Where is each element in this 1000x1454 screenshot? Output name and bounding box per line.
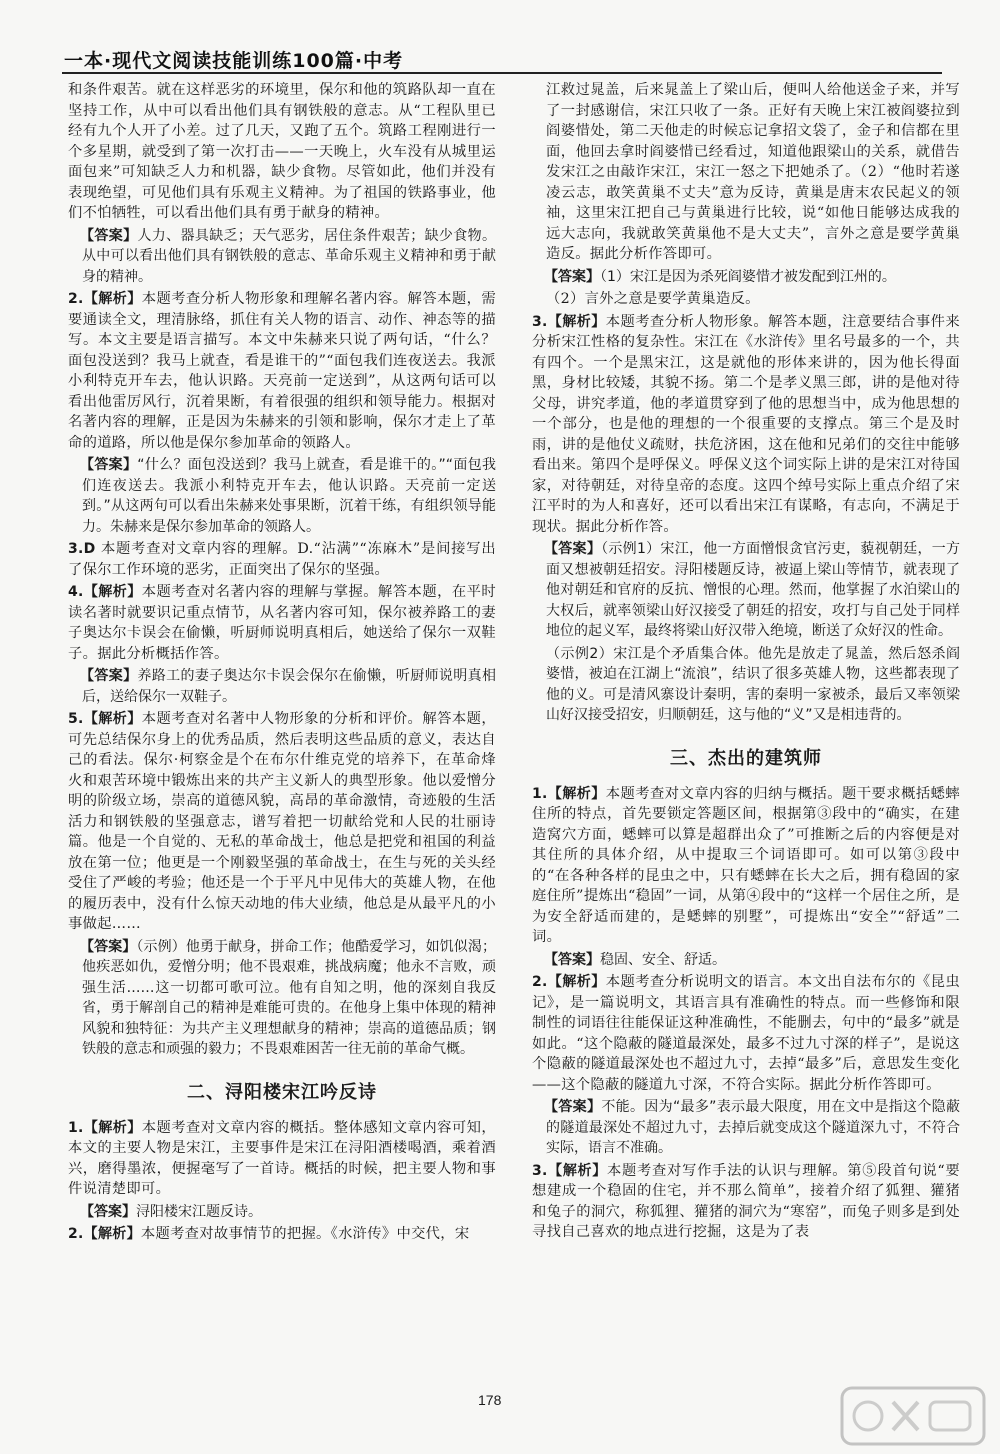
question-item: [532, 784, 960, 948]
left-column: [68, 80, 496, 1247]
question-item: [68, 539, 496, 580]
analysis-label: 【解析】: [83, 711, 142, 727]
page-header: [62, 40, 942, 74]
analysis-text: 本题考查对写作手法的认识与理解。第⑤段首句说“要想建成一个稳固的住宅，并不那么简单”，接着介绍了狐狸、獾猪和兔子的洞穴，称狐狸、獾猪的洞穴为“寒窑”，而兔子则多是到处寻找自己喜欢的地点进行挖掘，这是为了表: [532, 1162, 960, 1240]
analysis-text: 本题考查对故事情节的把握。《水浒传》中交代，宋: [140, 1226, 470, 1242]
answer-label: 【答案】: [80, 668, 138, 684]
question-number: 4.: [68, 584, 84, 600]
question-number: 3.D: [68, 541, 96, 557]
analysis-text: 本题考查对文章内容的概括。整体感知文章内容可知，本文的主要人物是宋江，主要事件是宋江在浔阳酒楼喝酒，乘着酒兴，磨得墨浓，便握毫写了一首诗。概括的时候，把主要人物和事件说清楚即可。: [68, 1119, 496, 1197]
analysis-text: 本题考查分析说明文的语言。本文出自法布尔的《昆虫记》，是一篇说明文，其语言具有准确性的特点。而一些修饰和限制性的词语往往能保证这种准确性，不能删去，句中的“最多”就是如此。“这个隐蔽的隧道最深处，最多不过九寸深的样子”，是说这个隐蔽的隧道最深处也不超过九寸，去掉“最多”后，意思发生变化——这个隐蔽的隧道九寸深，不符合实际。据此分析作答即可。: [532, 974, 960, 1093]
analysis-text: 本题考查对文章内容的理解。D.“沾满”“冻麻木”是间接写出了保尔工作环境的恶劣，正面突出了保尔的坚强。: [68, 541, 496, 578]
answer-continuation: （示例2）宋江是个矛盾集合体。他先是放走了晁盖，然后怒杀阎婆惜，被迫在江湖上“流浪”，结识了很多英雄人物，这些都表现了他的义。可是清风寨设计秦明，害的秦明一家被杀，最后又率领梁山好汉接受招安，归顺朝廷，这与他的“义”又是相违背的。: [546, 645, 960, 723]
analysis-label: 【解析】: [83, 584, 142, 600]
answer-text: （1）宋江是因为杀死阎婆惜才被发配到江州的。: [600, 268, 896, 285]
analysis-text: 本题考查分析人物形象。解答本题，注意要结合事件来分析宋江性格的复杂性。宋江在《水浒传》里名号最多的一个，共有四个。一个是黑宋江，这是就他的形体来讲的，因为他长得面黑，身材比较矮，其貌不扬。第二个是孝义黑三郎，讲的是他对待父母，讲究孝道，他的孝道贯穿到了他的思想当中，成为他思想的一个部分，也是他的理想的一个很重要的支撑点。第三个是及时雨，讲的是他仗义疏财，扶危济困，这在他和兄弟们的交往中能够看出来。第四个是呼保义。呼保义这个词实际上讲的是宋江对待国家，对待朝廷，对待皇帝的态度。这四个绰号实际上重点介绍了宋江平时的为人和喜好，还可以看出宋江有谋略，有志向，不满足于现状。据此分析作答。: [532, 313, 960, 535]
section-heading: 二、浔阳楼宋江吟反诗: [187, 1081, 377, 1103]
question-item: [68, 709, 496, 935]
answer-block: [68, 666, 496, 707]
answer-text: “什么？面包没送到？我马上就查，看是谁干的。”“面包我们连夜送去。我派小利特克开车去，他认识路。天亮前一定送到。”从这两句可以看出朱赫来处事果断，沉着干练，有组织领导能力。朱赫来是保尔参加革命的领路人。: [82, 457, 496, 535]
analysis-text: 本题考查对文章内容的归纳与概括。题干要求概括蟋蟀住所的特点，首先要锁定答题区间，根据第③段中的“确实，在建造窝穴方面，蟋蟀可以算是超群出众了”可推断之后的内容便是对其住所的具体介绍，从中提取三个词语即可。如可以第③段中的“在各种各样的昆虫之中，只有蟋蟀在长大之后，拥有稳固的家庭住所”提炼出“稳固”一词，从第④段中的“这样一个居住之所，是为安全舒适而建的，是蟋蟀的别墅”，可提炼出“安全”“舒适”二词。: [532, 785, 960, 945]
answer-block: [68, 455, 496, 537]
question-item: [532, 312, 960, 538]
answer-label: 【答案】: [80, 1203, 136, 1220]
answer-label: 【答案】: [544, 268, 600, 285]
question-item: [68, 582, 496, 664]
answer-text: 不能。因为“最多”表示最大限度，用在文中是指这个隐蔽的隧道最深处不超过九寸，去掉后就变成这个隧道深九寸，不符合实际，语言不准确。: [546, 1099, 960, 1156]
question-number: 1.: [68, 1119, 84, 1136]
question-item: [532, 972, 960, 1095]
analysis-label: 【解析】: [547, 785, 606, 802]
question-number: 2.: [68, 291, 84, 307]
answer-block: [68, 1202, 496, 1223]
answer-text: 养路工的妻子奥达尔卡误会保尔在偷懒，听厨师说明真相后，送给保尔一双鞋子。: [82, 668, 497, 705]
paragraph: 和条件艰苦。就在这样恶劣的环境里，保尔和他的筑路队却一直在坚持工作，从中可以看出他们具有钢铁般的意志。从“工程队里已经有九个人开了小差。过了几天，又跑了五个。筑路工程刚进行一个多星期，就受到了第一次打击——一天晚上，火车没有从城里运面包来”可知缺乏人力和机器，缺少食物。尽管如此，他们并没有表现绝望，可见他们具有乐观主义精神。为了祖国的铁路事业，他们不怕牺牲，可以看出他们具有勇于献身的精神。: [68, 82, 496, 221]
question-item: [532, 1161, 960, 1243]
question-number: 3.: [532, 1162, 548, 1179]
question-item: [68, 1118, 496, 1200]
question-number: 2.: [532, 974, 548, 990]
answer-continuation: （2）言外之意是要学黄巢造反。: [546, 291, 760, 307]
answer-block: [532, 950, 960, 971]
answer-block: [68, 226, 496, 288]
question-number: 1.: [532, 785, 548, 802]
analysis-label: 【解析】: [547, 974, 606, 990]
paragraph: 江救过晁盖，后来晁盖上了梁山后，便叫人给他送金子来，并写了一封感谢信，宋江只收了一条。正好有天晚上宋江被阎婆拉到阎婆惜处，第二天他走的时候忘记拿招文袋了，金子和信都在里面，他回去拿时阎婆惜已经看过，知道他跟梁山的关系，就借告发宋江之由敲诈宋江，宋江一怒之下把她杀了。（2）“他时若遂凌云志，敢笑黄巢不丈夫”意为反诗，黄巢是唐末农民起义的领袖，这里宋江把自己与黄巢进行比较，说“如他日能够达成我的远大志向，我就敢笑黄巢他不是大丈夫”，言外之意是要学黄巢造反。据此分析作答即可。: [546, 82, 960, 262]
analysis-text: 本题考查对名著中人物形象的分析和评价。解答本题，可先总结保尔身上的优秀品质，然后表明这些品质的意义，表达自己的看法。保尔·柯察金是个在布尔什维克党的培养下，在革命烽火和艰苦环境中锻炼出来的共产主义新人的典型形象。他以爱憎分明的阶级立场，崇高的道德风貌，高昂的革命激情，奇迹般的生活活力和钢铁般的坚强意志，谱写着把一切献给党和人民的壮丽诗篇。他是一个自觉的、无私的革命战士，他总是把党和祖国的利益放在第一位；他更是一个刚毅坚强的革命战士，在生与死的关头经受住了严峻的考验；他还是一个于平凡中见伟大的英雄人物，在他的履历表中，没有什么惊天动地的伟大业绩，他总是从最平凡的小事做起……: [68, 711, 496, 932]
answer-label: 【答案】: [544, 1099, 602, 1115]
analysis-label: 【解析】: [547, 1162, 607, 1179]
question-number: 3.: [532, 313, 548, 330]
analysis-label: 【解析】: [83, 1119, 142, 1136]
answer-block: [532, 267, 960, 288]
answer-block: [532, 1097, 960, 1159]
answer-block: [68, 937, 496, 1060]
answer-label: 【答案】: [544, 541, 602, 557]
question-item: [68, 289, 496, 453]
answer-text: 浔阳楼宋江题反诗。: [136, 1203, 262, 1220]
answer-text: （示例1）宋江，他一方面憎恨贪官污吏，藐视朝廷，一方面又想被朝廷招安。浔阳楼题反诗，被逼上梁山等情节，就表现了他对朝廷和官府的反抗、憎恨的心理。然而，他掌握了水泊梁山的大权后，就率领梁山好汉接受了朝廷的招安，攻打与自己处于同样地位的起义军，最终将梁山好汉带入绝境，断送了众好汉的性命。: [546, 541, 961, 639]
answer-label: 【答案】: [80, 457, 138, 473]
answer-text: 人力、器具缺乏；天气恶劣，居住条件艰苦；缺少食物。从中可以看出他们具有钢铁般的意志、革命乐观主义精神和勇于献身的精神。: [82, 227, 497, 285]
question-item: [68, 1224, 496, 1245]
answer-block: [532, 539, 960, 642]
book-title: 一本·现代文阅读技能训练100篇·中考: [64, 50, 404, 72]
watermark-logo-icon: [838, 1384, 988, 1448]
analysis-text: 本题考查分析人物形象和理解名著内容。解答本题，需要通读全文，理清脉络，抓住有关人物的语言、动作、神态等的描写。本文主要是语言描写。本文中朱赫来只说了两句话，“什么？面包没送到？我马上就查，看是谁干的”“面包我们连夜送去。我派小利特克开车去，他认识路。天亮前一定送到”，从这两句话可以看出他雷厉风行，沉着果断，有着很强的组织和领导能力。根据对名著内容的理解，正是因为朱赫来的引领和影响，保尔才走上了革命的道路，所以他是保尔参加革命的领路人。: [68, 291, 496, 451]
analysis-label: 【解析】: [83, 291, 142, 307]
analysis-label: 【解析】: [547, 313, 606, 330]
page-number: 178: [478, 1392, 502, 1408]
question-number: 5.: [68, 711, 84, 727]
analysis-text: 本题考查对名著内容的理解与掌握。解答本题，在平时读名著时就要识记重点情节，从名著内容可知，保尔被养路工的妻子奥达尔卡误会在偷懒，听厨师说明真相后，她送给了保尔一双鞋子。据此分析概括作答。: [68, 584, 496, 662]
answer-text: （示例）他勇于献身，拼命工作；他酷爱学习，如饥似渴；他疾恶如仇，爱憎分明；他不畏艰难，挑战病魔；他永不言败，顽强生活……这一切都可歌可泣。他有自知之明，他的深刻自我反省，勇于解剖自己的精神是难能可贵的。在他身上集中体现的精神风貌和独特征：为共产主义理想献身的精神；崇高的道德品质；钢铁般的意志和顽强的毅力；不畏艰难困苦一往无前的革命气概。: [82, 938, 497, 1057]
answer-text: 稳固、安全、舒适。: [600, 951, 726, 968]
answer-label: 【答案】: [80, 227, 138, 244]
question-number: 2.: [68, 1226, 84, 1242]
right-column: [532, 80, 960, 1245]
answer-label: 【答案】: [544, 951, 600, 968]
answer-label: 【答案】: [80, 938, 137, 955]
section-heading: 三、杰出的建筑师: [670, 747, 822, 769]
analysis-label: 【解析】: [83, 1226, 141, 1242]
